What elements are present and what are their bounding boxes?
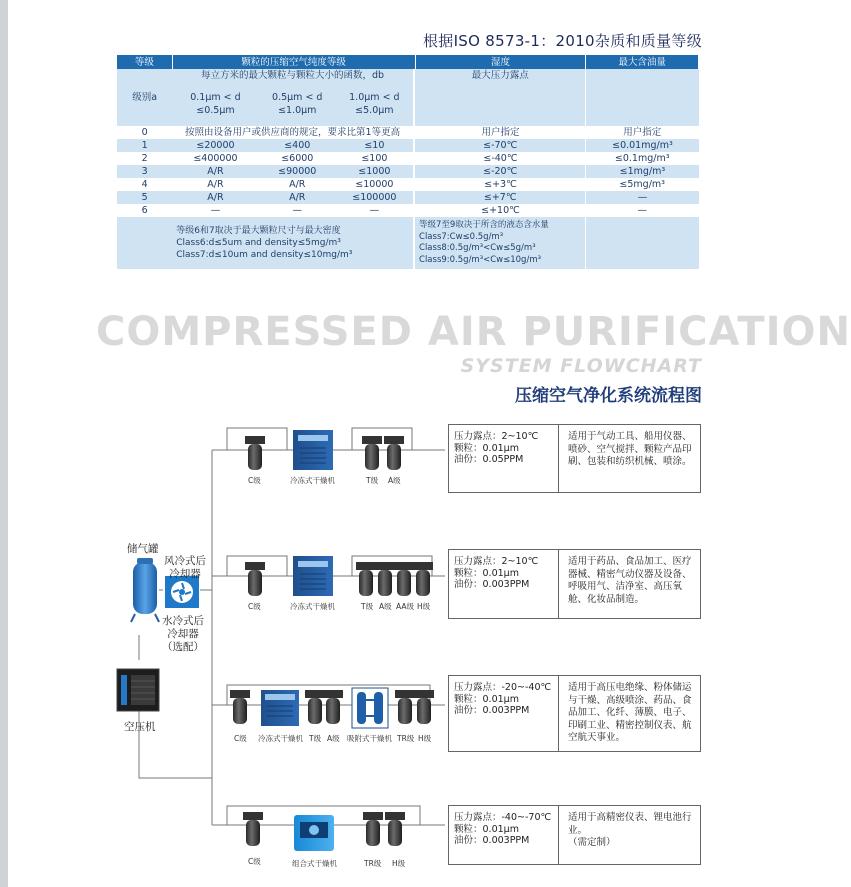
component-label: 冷冻式干燥机 <box>290 602 335 611</box>
spec-box-3: 压力露点：-20~-40℃ 颗粒：0.01μm 油份：0.003PPM 适用于高压电绝缘、粉体储运与干燥、高级喷涂、药品、食品加工、化纤、薄膜、电子、印刷工业、精密控制仪表、航空航天事业。 <box>448 675 701 752</box>
header-oil: 最大含油量 <box>586 55 699 69</box>
humidity-subheader: 最大压力露点 <box>415 69 586 126</box>
particle-note: 等级6和7取决于最大颗粒尺寸与最大密度 Class6:d≤5um and density≤5mg/m³ Class7:d≤10um and density≤10mg/m³ <box>172 217 413 269</box>
component-label: A级 <box>327 734 340 743</box>
spec-box-4: 压力露点：-40~-70℃ 颗粒：0.01μm 油份：0.003PPM 适用于高精密仪表、锂电池行业。 （需定制） <box>448 805 701 865</box>
component-label: AA级 <box>396 602 414 611</box>
component-label: T级 <box>366 476 379 485</box>
watercooler-label: 水冷式后 冷却器 （选配） <box>162 615 204 653</box>
component-label: 冷冻式干燥机 <box>258 734 303 743</box>
component-label: TR级 <box>397 734 415 743</box>
compressor-label: 空压机 <box>124 721 156 733</box>
table-row: 2 ≤400000 ≤6000 ≤100 ≤-40℃ ≤0.1mg/m³ <box>117 152 699 165</box>
size-range: 0.1μm < d ≤0.5μm <box>172 82 258 126</box>
heading-english: COMPRESSED AIR PURIFICATION <box>96 309 851 355</box>
table-row: 4 A/R A/R ≤10000 ≤+3℃ ≤5mg/m³ <box>117 178 699 191</box>
humidity-note: 等级7至9取决于所含的液态含水量 Class7:Cw≤0.5g/m³ Class8:0.5g/m³<Cw≤5g/m³ Class9:0.5g/m³<Cw≤10g/m³ <box>415 217 586 269</box>
dryer-line1 <box>293 430 333 470</box>
tank-label: 储气罐 <box>127 543 159 555</box>
component-label: C级 <box>248 476 261 485</box>
heading-english-sub: SYSTEM FLOWCHART <box>460 355 702 377</box>
class-label: 级别a <box>117 69 172 126</box>
dryer-line2 <box>293 556 333 596</box>
aircooler-label: 风冷式后 冷却器 <box>164 555 206 580</box>
header-humidity: 湿度 <box>415 55 586 69</box>
component-label: A级 <box>388 476 401 485</box>
spec-box-1: 压力露点：2~10℃ 颗粒：0.01μm 油份：0.05PPM 适用于气动工具、船用仪器、喷砂、空气搅拌、颗粒产品印刷、包装和纺织机械、喷涂。 <box>448 424 701 493</box>
component-label: H级 <box>418 734 432 743</box>
air-tank-graphic <box>131 558 159 622</box>
component-label: T级 <box>309 734 322 743</box>
table-row: 3 A/R ≤90000 ≤1000 ≤-20℃ ≤1mg/m³ <box>117 165 699 178</box>
filters-line2 <box>245 562 433 596</box>
dryer-line4 <box>294 815 334 851</box>
component-label: C级 <box>234 734 247 743</box>
filters-line3 <box>230 690 434 724</box>
component-label: C级 <box>248 602 261 611</box>
component-label: 冷冻式干燥机 <box>290 476 335 485</box>
size-range: 0.5μm < d ≤1.0μm <box>259 82 336 126</box>
component-label: TR级 <box>364 859 382 868</box>
table-row: 5 A/R A/R ≤100000 ≤+7℃ — <box>117 191 699 204</box>
particle-subheader: 每立方米的最大颗粒与颗粒大小的函数，db <box>172 69 413 82</box>
component-label: A级 <box>379 602 392 611</box>
component-label: H级 <box>392 859 406 868</box>
iso-title: 根据ISO 8573-1：2010杂质和质量等级 <box>422 32 702 50</box>
component-label: C级 <box>248 857 261 866</box>
component-label: 吸附式干燥机 <box>347 734 392 743</box>
component-label: H级 <box>417 602 431 611</box>
size-range: 1.0μm < d ≤5.0μm <box>336 82 413 126</box>
header-particle: 颗粒的压缩空气纯度等级 <box>172 55 415 69</box>
table-row: 1 ≤20000 ≤400 ≤10 ≤-70℃ ≤0.01mg/m³ <box>117 139 699 152</box>
compressor-graphic <box>117 669 159 711</box>
header-class: 等级 <box>117 55 172 69</box>
heading-chinese: 压缩空气净化系统流程图 <box>515 386 702 406</box>
spec-box-2: 压力露点：2~10℃ 颗粒：0.01μm 油份：0.003PPM 适用于药品、食品加工、医疗器械、精密气动仪器及设备、呼吸用气、洁净室、高压氧舱、化妆品制造。 <box>448 549 701 619</box>
table-row: 6 — — — ≤+10℃ — <box>117 204 699 217</box>
table-row: 0 按照由设备用户或供应商的规定，要求比第1等更高 用户指定 用户指定 <box>117 126 699 139</box>
component-label: 组合式干燥机 <box>292 859 337 868</box>
component-label: T级 <box>361 602 374 611</box>
